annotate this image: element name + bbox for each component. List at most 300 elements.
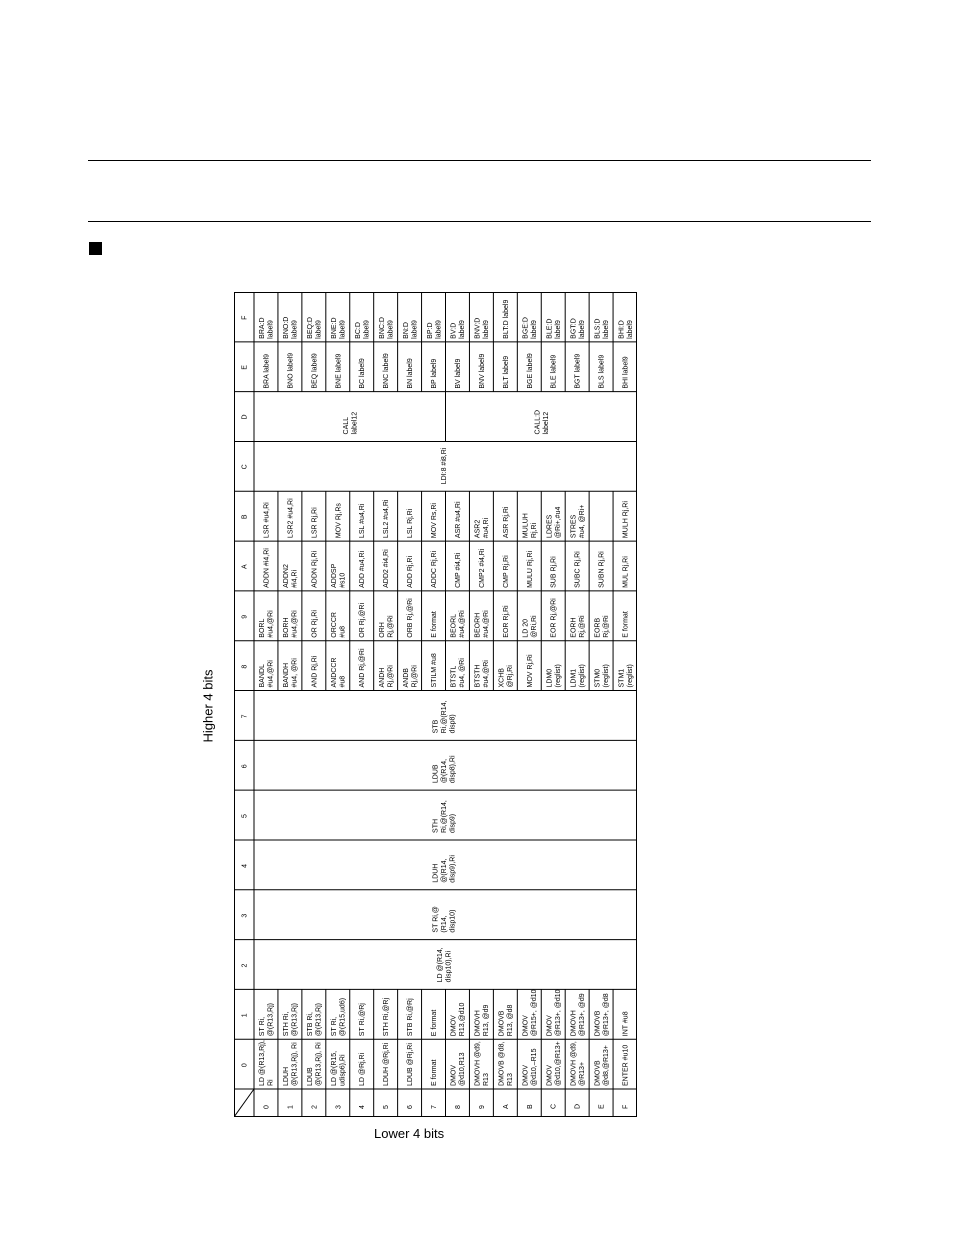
higher-nibble-C-line-0: C [241, 464, 249, 470]
cell-F-1 [283, 317, 299, 339]
cell-1-2 [307, 1003, 323, 1036]
cell-0-5 [383, 1042, 390, 1086]
cell-F-15-line-1: label9 [626, 320, 634, 339]
higher-nibble-5 [242, 814, 249, 818]
cell-B-5 [383, 499, 390, 538]
cell-F-2-line-0: BEQ:D [307, 317, 315, 339]
cell-F-10 [503, 300, 510, 339]
lower-nibble-1 [287, 1105, 294, 1109]
higher-nibble-4 [242, 864, 249, 868]
cell-F-4 [355, 320, 371, 339]
cell-9-5 [379, 615, 395, 638]
cell-8-6 [403, 665, 419, 688]
cell-9-3-line-0: ORCCR [331, 612, 339, 638]
cell-A-3-line-0: ADDSP [331, 563, 339, 588]
section-bullet-icon [89, 242, 102, 255]
higher-nibble-0-line-0: 0 [241, 1063, 249, 1068]
cell-F-9-line-1: label9 [483, 320, 491, 339]
cell-8-1-line-0: BANDH [283, 662, 291, 688]
cell-9-13-line-1: Rj,@Ri [578, 615, 586, 638]
cell-E-11-line-0: BGE label9 [526, 353, 534, 389]
cell-8-1 [283, 658, 299, 688]
cell-A-1-line-1: #i4,Ri [291, 569, 299, 588]
cell-8-10 [499, 665, 515, 688]
cell-0-9 [475, 1041, 491, 1086]
cell-1-12-line-1: @R13+, @d10 [554, 989, 562, 1037]
cell-8-15-line-0: STM1 [618, 668, 626, 688]
cell-F-1-line-0: BNO:D [283, 316, 291, 339]
cell-8-4-line-0: AND Rj,@Ri [359, 648, 367, 688]
cell-1-3-line-0: ST Ri, [331, 1016, 339, 1037]
cell-1-2-line-0: STB Ri, [307, 1012, 315, 1037]
cell-A-9 [479, 548, 486, 588]
cell-1-7 [431, 1010, 438, 1037]
cell-merged-2 [437, 947, 453, 982]
cell-9-8 [451, 610, 467, 638]
cell-A-6-line-0: ADD Rj,Ri [407, 555, 415, 588]
lower-nibble-9-line-0: 9 [478, 1105, 486, 1109]
cell-A-2-line-0: ADDN Rj,Ri [311, 550, 319, 588]
cell-8-5 [379, 665, 395, 688]
cell-9-13-line-0: EORH [570, 617, 578, 638]
lower-nibble-2 [311, 1105, 318, 1109]
cell-E-5-line-0: BNC label9 [383, 353, 391, 389]
cell-0-13-line-1: @R13+ [578, 1061, 586, 1086]
lower-nibble-F-line-0: F [622, 1104, 630, 1109]
cell-9-14-line-0: EORB [594, 617, 602, 638]
higher-nibble-9 [242, 615, 249, 619]
cell-8-0 [259, 660, 275, 688]
cell-A-14 [599, 551, 606, 588]
cell-B-9-line-0: ASR2 [474, 519, 482, 539]
cell-A-11 [527, 550, 534, 587]
cell-merged-7-line-1: Ri,@(R14, [441, 700, 448, 734]
cell-0-15 [623, 1045, 630, 1086]
cell-8-11 [527, 654, 534, 688]
cell-9-11 [523, 615, 539, 638]
cell-F-11-line-0: BGE:D [522, 317, 530, 339]
cell-B-6 [407, 508, 414, 538]
cell-F-8-line-1: label9 [459, 320, 467, 339]
cell-E-8-line-0: BV label9 [454, 358, 462, 389]
cell-0-6-line-0: LDUB @Rj,Ri [407, 1043, 415, 1086]
cell-1-1-line-0: STH Ri, [283, 1011, 291, 1037]
cell-F-5-line-1: label9 [387, 320, 395, 339]
cell-F-8 [451, 320, 467, 339]
cell-1-12 [546, 989, 562, 1036]
cell-B-13 [570, 505, 586, 538]
higher-nibble-8 [242, 665, 249, 669]
cell-E-2 [311, 353, 318, 389]
cell-B-4 [359, 503, 366, 538]
cell-B-15 [623, 501, 630, 538]
cell-8-12 [546, 664, 562, 687]
cell-1-13-line-0: DMOVH [570, 1010, 578, 1037]
cell-F-11-line-1: label9 [531, 320, 539, 339]
higher-nibble-8-line-0: 8 [241, 664, 249, 669]
cell-merged-C [441, 447, 448, 484]
cell-F-12-line-1: label9 [554, 320, 562, 339]
cell-1-15 [623, 1011, 630, 1036]
cell-9-15 [623, 611, 630, 638]
cell-1-12-line-0: DMOV [546, 1015, 554, 1037]
cell-A-13 [575, 551, 582, 588]
cell-1-13 [570, 993, 586, 1036]
cell-merged-D-bottom-line-1: label12 [543, 411, 550, 435]
cell-B-5-line-0: LSL2 #u4,Ri [383, 499, 391, 539]
cell-1-6 [407, 998, 414, 1036]
cell-E-13-line-0: BGT label9 [574, 353, 582, 389]
higher-nibble-7-line-0: 7 [241, 714, 249, 719]
cell-E-10-line-0: BLT label9 [502, 355, 510, 389]
cell-B-8 [455, 501, 462, 538]
cell-E-15 [623, 356, 630, 388]
cell-F-15 [618, 320, 634, 339]
cell-B-12-line-1: @Ri+,#u4 [554, 506, 562, 539]
cell-F-15-line-0: BHI:D [618, 320, 626, 339]
higher-nibble-5-line-0: 5 [241, 814, 249, 819]
cell-1-0-line-0: ST Ri, [259, 1016, 267, 1037]
cell-1-8-line-0: DMOV [450, 1015, 458, 1037]
cell-merged-D-top [343, 412, 359, 435]
cell-9-9-line-1: #u4,@Ri [483, 610, 491, 638]
cell-E-0 [263, 354, 270, 389]
cell-B-7 [431, 503, 438, 538]
higher-4-bits-label: Higher 4 bits [200, 669, 216, 743]
lower-nibble-B [527, 1104, 534, 1109]
cell-B-11 [523, 513, 539, 538]
cell-B-7-line-0: MOV Rs,Ri [431, 503, 439, 539]
cell-E-8 [455, 359, 462, 389]
cell-0-0-line-0: LD @(R13,Rj), [259, 1039, 267, 1086]
cell-8-13-line-0: LDM1 [570, 668, 578, 688]
cell-E-6-line-0: BN label9 [407, 358, 415, 389]
cell-A-7 [431, 550, 438, 587]
higher-nibble-E-line-0: E [241, 365, 249, 370]
cell-merged-6 [433, 755, 457, 783]
cell-E-9 [479, 353, 486, 388]
cell-F-9-line-0: BNV:D [474, 317, 482, 339]
lower-nibble-7 [431, 1105, 438, 1109]
cell-8-7-line-0: STILM #u8 [431, 653, 439, 688]
cell-1-11 [523, 989, 539, 1036]
cell-E-7-line-0: BP label9 [431, 358, 439, 389]
cell-0-12-line-1: @d10,@R13+ [554, 1041, 562, 1086]
cell-9-1-line-1: #u4,@Ri [291, 610, 299, 638]
cell-0-14 [594, 1045, 610, 1086]
cell-F-6 [403, 320, 419, 339]
cell-1-9 [475, 1004, 491, 1036]
cell-B-10-line-0: ASR Rj,Ri [502, 506, 510, 539]
cell-B-9-line-1: #u4,Ri [483, 517, 491, 539]
cell-1-3-line-1: @(R15,ud6) [339, 997, 347, 1037]
cell-0-10-line-1: R13 [507, 1073, 515, 1086]
lower-nibble-7-line-0: 7 [431, 1105, 439, 1109]
cell-0-10-line-0: DMOVB @d8, [498, 1041, 506, 1086]
cell-E-13 [575, 354, 582, 389]
cell-F-14 [594, 319, 610, 339]
cell-8-11-line-0: MOV Rj,Ri [526, 654, 534, 688]
cell-8-13 [570, 664, 586, 687]
cell-1-7-line-0: E format [431, 1009, 439, 1037]
cell-0-2-line-1: @(R13,Rj), Ri [315, 1042, 323, 1086]
cell-0-13 [570, 1041, 586, 1086]
cell-9-1 [283, 610, 299, 638]
cell-0-2 [307, 1042, 323, 1086]
lower-nibble-5 [383, 1105, 390, 1109]
cell-0-14-line-1: @d8,@R13+ [602, 1045, 610, 1086]
cell-F-2 [307, 317, 323, 339]
cell-B-2-line-0: LSR Rj,Ri [311, 507, 319, 539]
cell-8-1-line-1: #u4, @Ri [291, 658, 299, 688]
cell-0-8-line-0: DMOV [450, 1065, 458, 1086]
higher-nibble-C [242, 464, 249, 469]
cell-9-14 [594, 615, 610, 638]
cell-1-14-line-1: @R13+, @d8 [602, 993, 610, 1037]
cell-B-6-line-0: LSL Rj,Ri [407, 508, 415, 539]
cell-E-14-line-0: BLS label9 [598, 354, 606, 389]
cell-merged-5-line-1: Ri,@(R14, [441, 800, 448, 833]
cell-9-6 [407, 598, 414, 638]
lower-nibble-B-line-0: B [526, 1104, 534, 1109]
cell-F-6-line-0: BN:D [402, 322, 410, 339]
cell-8-8-line-1: #u4, @Ri [459, 658, 467, 688]
lower-nibble-C-line-0: C [550, 1103, 558, 1109]
cell-E-1-line-0: BNO label9 [287, 352, 295, 389]
higher-nibble-1-line-0: 1 [241, 1013, 249, 1018]
cell-9-13 [570, 615, 586, 638]
cell-merged-6-line-2: disp8),Ri [449, 755, 457, 784]
cell-1-8 [451, 1003, 467, 1037]
cell-1-0 [259, 1003, 275, 1036]
cell-B-0 [263, 502, 270, 538]
cell-8-14 [594, 664, 610, 687]
cell-8-6-line-0: ANDB [402, 668, 410, 688]
cell-9-9-line-0: BEORH [474, 612, 482, 638]
cell-9-4 [359, 603, 366, 638]
cell-0-12-line-0: DMOV [546, 1065, 554, 1086]
lower-nibble-8 [455, 1105, 462, 1109]
cell-8-15-line-1: (reglist) [626, 664, 634, 688]
cell-1-2-line-1: @(R13,Rj) [315, 1003, 323, 1037]
cell-F-14-line-0: BLS:D [594, 318, 602, 339]
cell-0-3 [331, 1051, 347, 1086]
cell-9-6-line-0: ORB Rj,@Ri [407, 598, 415, 638]
cell-merged-3-line-2: disp10) [449, 909, 457, 933]
cell-8-14-line-0: STM0 [594, 668, 602, 688]
cell-9-8-line-0: BEORL [450, 613, 458, 638]
cell-9-7 [431, 611, 438, 638]
cell-0-13-line-0: DMOVH @d9, [570, 1041, 578, 1086]
cell-A-5 [383, 549, 390, 588]
cell-F-4-line-0: BC:D [354, 322, 362, 339]
cell-9-10 [503, 605, 510, 638]
lower-nibble-9 [479, 1105, 486, 1109]
cell-E-7 [431, 359, 438, 389]
cell-B-15-line-0: MULH Rj,Ri [622, 501, 630, 539]
cell-merged-7-line-2: disp8) [449, 714, 457, 734]
cell-E-3-line-0: BNE label9 [335, 353, 343, 389]
lower-nibble-D [575, 1104, 582, 1109]
cell-A-15 [623, 556, 630, 588]
cell-0-2-line-0: LDUB [307, 1067, 315, 1086]
higher-nibble-3 [242, 914, 249, 918]
cell-A-10 [503, 555, 510, 588]
cell-F-7-line-0: BP:D [426, 322, 434, 339]
cell-9-3-line-1: #u8 [339, 626, 347, 638]
higher-nibble-3-line-0: 3 [241, 913, 249, 918]
cell-8-3-line-0: ANDCCR [331, 657, 339, 688]
cell-E-4 [359, 358, 366, 388]
cell-F-1-line-1: label9 [291, 320, 299, 339]
higher-nibble-B-line-0: B [241, 514, 249, 520]
cell-0-4-line-0: LD @Rj,Ri [359, 1052, 367, 1086]
cell-F-2-line-1: label9 [315, 320, 323, 339]
cell-0-5-line-0: LDUH @Rj,Ri [383, 1042, 391, 1086]
cell-8-9-line-0: BTSTH [474, 664, 482, 688]
cell-0-10 [499, 1041, 515, 1086]
cell-B-11-line-1: Rj,Ri [531, 522, 539, 539]
table-border [235, 293, 637, 1117]
cell-8-10-line-0: XCHB [498, 668, 506, 688]
cell-merged-D-bottom-line-0: CALL:D [534, 409, 542, 435]
cell-1-11-line-1: @R15+, @d10 [531, 989, 539, 1037]
cell-8-4 [359, 648, 366, 687]
cell-8-8-line-0: BTSTL [450, 665, 458, 688]
higher-nibble-F [242, 316, 249, 320]
cell-9-4-line-0: OR Rj,@Ri [359, 602, 367, 638]
cell-B-13-line-0: STRES [570, 514, 578, 539]
cell-1-8-line-1: R13,@d10 [459, 1002, 467, 1037]
cell-B-4-line-0: LSL #u4,Ri [359, 503, 367, 539]
cell-B-9 [475, 517, 491, 538]
lower-nibble-5-line-0: 5 [383, 1105, 391, 1109]
lower-nibble-0 [263, 1105, 270, 1109]
cell-0-11 [523, 1048, 539, 1086]
opcode-map-table [234, 292, 637, 1117]
bottom-rule [88, 221, 871, 222]
top-rule [88, 160, 871, 161]
cell-1-6-line-0: STB Ri,@Rj [407, 998, 415, 1037]
cell-8-2-line-0: AND Rj,Ri [311, 655, 319, 688]
cell-F-7-line-1: label9 [435, 320, 443, 339]
cell-8-10-line-1: @Rj,Ri [507, 665, 515, 688]
cell-0-8-line-1: @d10,R13 [459, 1052, 467, 1086]
cell-8-3-line-1: #u8 [339, 675, 347, 688]
cell-F-3-line-0: BNE:D [331, 317, 339, 339]
cell-9-11-line-0: LD 20 [522, 619, 530, 638]
cell-B-13-line-1: #u4, @Ri+ [578, 504, 586, 539]
cell-1-13-line-1: @R13+, @d9 [578, 993, 586, 1037]
cell-A-10-line-0: CMP Rj,Ri [502, 555, 510, 588]
cell-8-12-line-0: LDM0 [546, 668, 554, 688]
cell-F-0-line-0: BRA:D [259, 317, 267, 339]
cell-E-12 [551, 355, 558, 389]
lower-nibble-4-line-0: 4 [359, 1105, 367, 1109]
cell-9-12 [551, 598, 558, 638]
cell-8-13-line-1: (reglist) [578, 664, 586, 688]
cell-A-0-line-0: ADDN #i4,Ri [263, 548, 271, 588]
higher-nibble-4-line-0: 4 [241, 863, 249, 868]
cell-A-12-line-0: SUB Rj,Ri [550, 556, 558, 588]
cell-A-2 [311, 550, 318, 587]
cell-9-2-line-0: OR Rj,Ri [311, 610, 319, 638]
cell-1-4 [359, 1003, 366, 1036]
cell-F-0 [259, 317, 275, 338]
higher-nibble-B [242, 514, 249, 519]
cell-merged-4-line-1: @(R14, [441, 858, 448, 883]
cell-A-6 [407, 556, 414, 588]
cell-9-2 [311, 610, 318, 638]
lower-nibble-6 [407, 1105, 414, 1109]
cell-9-9 [475, 610, 491, 638]
lower-nibble-1-line-0: 1 [287, 1105, 295, 1109]
lower-nibble-3-line-0: 3 [335, 1105, 343, 1109]
cell-0-12 [546, 1041, 562, 1086]
cell-0-9-line-0: DMOVH @d9, [474, 1041, 482, 1086]
cell-B-10 [503, 506, 510, 538]
cell-1-9-line-0: DMOVH [474, 1010, 482, 1037]
cell-merged-4-line-0: LDUH [432, 863, 440, 883]
lower-nibble-E [599, 1104, 606, 1109]
lower-nibble-A [503, 1104, 510, 1109]
cell-F-9 [475, 318, 491, 339]
cell-8-14-line-1: (reglist) [602, 664, 610, 688]
cell-1-14-line-0: DMOVB [594, 1010, 602, 1037]
cell-0-0 [259, 1040, 275, 1086]
cell-B-0-line-0: LSR #u4,Ri [263, 502, 271, 539]
cell-A-8-line-0: CMP #i4,Ri [454, 552, 462, 588]
cell-0-1-line-0: LDUH [283, 1066, 291, 1086]
cell-1-5 [383, 998, 390, 1037]
cell-F-12 [546, 319, 562, 339]
cell-merged-2-line-0: LD @(R14, [436, 947, 444, 983]
cell-E-9-line-0: BNV label9 [478, 353, 486, 389]
cell-merged-2-line-1: disp10),Ri [445, 950, 453, 983]
cell-0-6 [407, 1043, 414, 1086]
lower-nibble-C [551, 1104, 558, 1109]
higher-nibble-7 [242, 714, 249, 718]
cell-0-11-line-0: DMOV [522, 1065, 530, 1086]
cell-F-13 [570, 318, 586, 339]
higher-nibble-2-line-0: 2 [241, 963, 249, 968]
cell-F-14-line-1: label9 [602, 320, 610, 339]
higher-nibble-A-line-0: A [241, 564, 249, 569]
cell-0-3-line-0: LD @(R15, [331, 1050, 339, 1086]
cell-merged-6-line-0: LDUB [432, 764, 440, 784]
cell-merged-4-line-2: disp9),Ri [449, 855, 457, 883]
cell-E-1 [287, 353, 294, 389]
cell-B-3 [335, 503, 342, 539]
cell-1-11-line-0: DMOV [522, 1015, 530, 1037]
cell-F-11 [523, 317, 539, 339]
lower-4-bits-label: Lower 4 bits [374, 1126, 445, 1141]
cell-B-12 [546, 507, 562, 539]
cell-F-7 [427, 320, 443, 339]
cell-1-14 [594, 993, 610, 1036]
cell-0-3-line-1: udisp6),Ri [339, 1054, 347, 1086]
cell-0-0-line-1: Ri [267, 1079, 275, 1086]
cell-merged-D-top-line-0: CALL [343, 416, 350, 435]
higher-nibble-F-line-0: F [241, 315, 249, 320]
cell-0-1 [283, 1042, 299, 1086]
cell-9-1-line-0: BORH [283, 617, 291, 638]
cell-9-5-line-0: ORH [378, 622, 386, 638]
cell-E-12-line-0: BLE label9 [550, 354, 558, 389]
cell-B-1-line-0: LSR2 #u4,Ri [287, 498, 295, 539]
cell-9-7-line-0: E format [431, 611, 439, 638]
cell-E-2-line-0: BEQ label9 [311, 353, 319, 389]
